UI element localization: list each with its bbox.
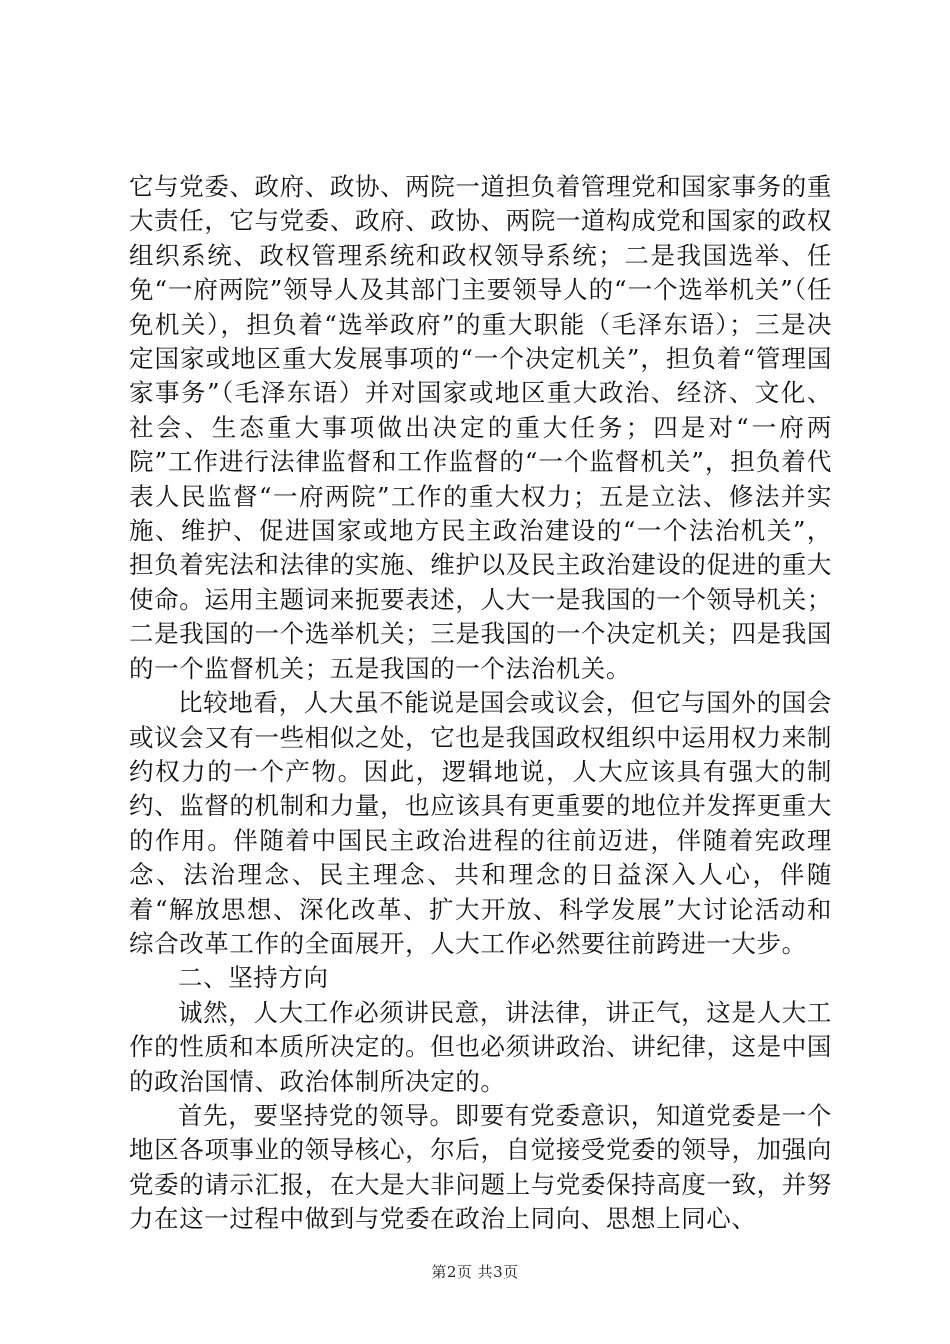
paragraph-1: 它与党委、政府、政协、两院一道担负着管理党和国家事务的重大责任，它与党委、政府、政协、两院一道构成党和国家的政权组织系统、政权管理系统和政权领导系统；二是我国选举、任免“一府两院”领导人及其部门主要领导人的“一个选举机关”（任免机关），担负着“选举政府”的重大职能（毛泽东语）；三是决定国家或地区重大发展事项的“一个决定机关”，担负着“管理国家事务”（毛泽东语）并对国家或地区重大政治、经济、文化、社会、生态重大事项做出决定的重大任务；四是对“一府两院”工作进行法律监督和工作监督的“一个监督机关”，担负着代表人民监督“一府两院”工作的重大权力；五是立法、修法并实施、维护、促进国家或地方民主政治建设的“一个法治机关”，担负着宪法和法律的实施、维护以及民主政治建设的促进的重大使命。运用主题词来扼要表述，人大一是我国的一个领导机关；二是我国的一个选举机关；三是我国的一个决定机关；四是我国的一个监督机关；五是我国的一个法治机关。 bbox=[129, 172, 832, 683]
paragraph-4: 首先，要坚持党的领导。即要有党委意识，知道党委是一个地区各项事业的领导核心，尔后，自觉接受党委的领导，加强向党委的请示汇报，在大是大非问题上与党委保持高度一致，并努力在这一过程中做到与党委在政治上同向、思想上同心、 bbox=[129, 1100, 832, 1234]
page-number: 第2页 共3页 bbox=[431, 1263, 519, 1281]
paragraph-2: 比较地看，人大虽不能说是国会或议会，但它与国外的国会或议会又有一些相似之处，它也是我国政权组织中运用权力来制约权力的一个产物。因此，逻辑地说，人大应该具有强大的制约、监督的机制和力量，也应该具有更重要的地位并发挥更重大的作用。伴随着中国民主政治进程的往前迈进，伴随着宪政理念、法治理念、民主理念、共和理念的日益深入人心，伴随着“解放思想、深化改革、扩大开放、科学发展”大讨论活动和综合改革工作的全面展开，人大工作必然要往前跨进一大步。 bbox=[129, 688, 832, 958]
section-heading: 二、坚持方向 bbox=[178, 963, 329, 993]
document-body bbox=[129, 170, 832, 1237]
page-footer bbox=[0, 1262, 950, 1282]
paragraph-3: 诚然，人大工作必须讲民意，讲法律，讲正气，这是人大工作的性质和本质所决定的。但也必须讲政治、讲纪律，这是中国的政治国情、政治体制所决定的。 bbox=[129, 997, 832, 1096]
